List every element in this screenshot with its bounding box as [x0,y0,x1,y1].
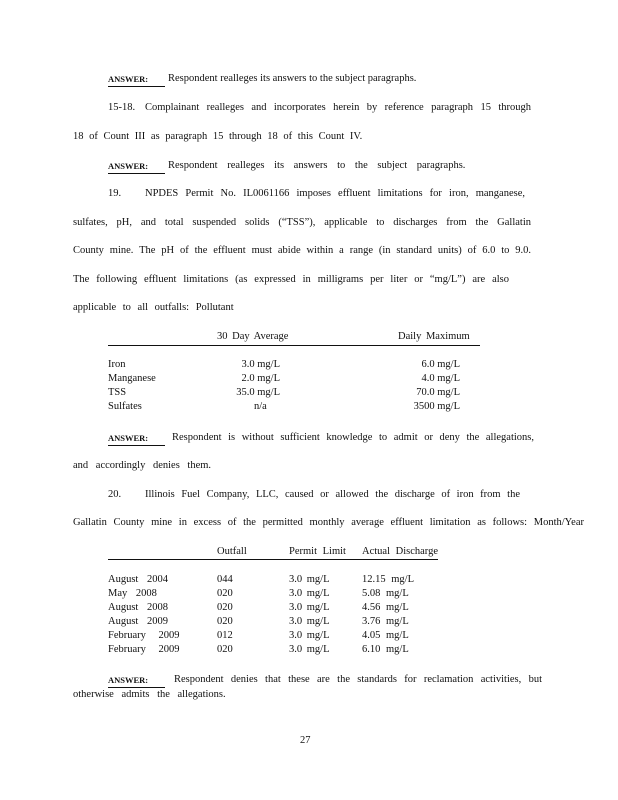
month-cell: February 2009 [108,644,180,655]
table-header: Daily Maximum [398,331,470,342]
table-header: Outfall [217,546,247,557]
table-header: Actual Discharge [362,546,438,557]
answer-underline [108,173,165,174]
table-header: 30 Day Average [217,331,289,342]
paragraph-text: Respondent realleges its answers to the subject paragraphs. [168,73,417,84]
month-cell: May 2008 [108,588,157,599]
pollutant-cell: Iron [108,359,126,370]
paragraph-line: The following effluent limitations (as expressed in milligrams per liter or “mg/L”) are also [73,274,509,285]
answer-underline [108,86,165,87]
permit-limit-cell: 3.0 mg/L [289,574,330,585]
answer-label: ANSWER: [108,74,149,84]
maximum-cell: 4.0 mg/L [421,373,460,384]
paragraph-line: NPDES Permit No. IL0061166 imposes effluent limitations for iron, manganese, [145,188,525,199]
answer-text: and accordingly denies them. [73,460,212,471]
outfall-cell: 020 [217,616,233,627]
pollutant-cell: Sulfates [108,401,142,412]
month-cell: February 2009 [108,630,180,641]
answer-label: ANSWER: [108,433,149,443]
pollutant-cell: Manganese [108,373,156,384]
answer-text [168,73,444,84]
actual-discharge-cell: 5.08 mg/L [362,588,409,599]
pollutant-cell: TSS [108,387,127,398]
answer-text: Respondent denies that these are the standards for reclamation activities, but [174,674,542,685]
month-cell: August 2008 [108,602,168,613]
average-cell: n/a [254,401,267,412]
paragraph-number: 20. [108,489,122,500]
paragraph-line: applicable to all outfalls: Pollutant [73,302,234,313]
average-cell: 3.0 mg/L [241,359,280,370]
actual-discharge-cell: 4.56 mg/L [362,602,409,613]
paragraph-number: 19. [108,188,122,199]
page-number: 27 [300,735,311,746]
answer-label: ANSWER: [108,675,149,685]
average-cell: 2.0 mg/L [241,373,280,384]
answer-text: otherwise admits the allegations. [73,689,226,700]
maximum-cell: 3500 mg/L [413,401,460,412]
answer-text: Respondent is without sufficient knowledge to admit or deny the allegations, [172,432,534,443]
actual-discharge-cell: 4.05 mg/L [362,630,409,641]
table-header: Permit Limit [289,546,346,557]
answer-underline [108,687,165,688]
average-cell: 35.0 mg/L [236,387,280,398]
paragraph-number: 15-18. [108,102,136,113]
month-cell: August 2009 [108,616,168,627]
paragraph-line: Gallatin County mine in excess of the permitted monthly average effluent limitation as follows: Month/Year [73,517,584,528]
permit-limit-cell: 3.0 mg/L [289,644,330,655]
paragraph-line: County mine. The pH of the effluent must abide within a range (in standard units) of 6.0 to 9.0. [73,245,531,256]
actual-discharge-cell: 12.15 mg/L [362,574,414,585]
maximum-cell: 70.0 mg/L [416,387,460,398]
maximum-cell: 6.0 mg/L [421,359,460,370]
answer-text: Respondent realleges its answers to the subject paragraphs. [168,160,466,171]
table-header-rule [108,345,480,346]
permit-limit-cell: 3.0 mg/L [289,630,330,641]
permit-limit-cell: 3.0 mg/L [289,616,330,627]
paragraph-line: Illinois Fuel Company, LLC, caused or allowed the discharge of iron from the [145,489,520,500]
paragraph-line: 18 of Count III as paragraph 15 through 18 of this Count IV. [73,131,363,142]
permit-limit-cell: 3.0 mg/L [289,602,330,613]
month-cell: August 2004 [108,574,168,585]
paragraph-line: sulfates, pH, and total suspended solids (“TSS”), applicable to discharges from the Gallatin [73,217,531,228]
table-header-rule [108,559,438,560]
outfall-cell: 020 [217,644,233,655]
answer-label: ANSWER: [108,161,149,171]
outfall-cell: 044 [217,574,233,585]
actual-discharge-cell: 3.76 mg/L [362,616,409,627]
permit-limit-cell: 3.0 mg/L [289,588,330,599]
answer-underline [108,445,165,446]
paragraph-line: Complainant realleges and incorporates herein by reference paragraph 15 through [145,102,531,113]
outfall-cell: 012 [217,630,233,641]
outfall-cell: 020 [217,588,233,599]
actual-discharge-cell: 6.10 mg/L [362,644,409,655]
outfall-cell: 020 [217,602,233,613]
